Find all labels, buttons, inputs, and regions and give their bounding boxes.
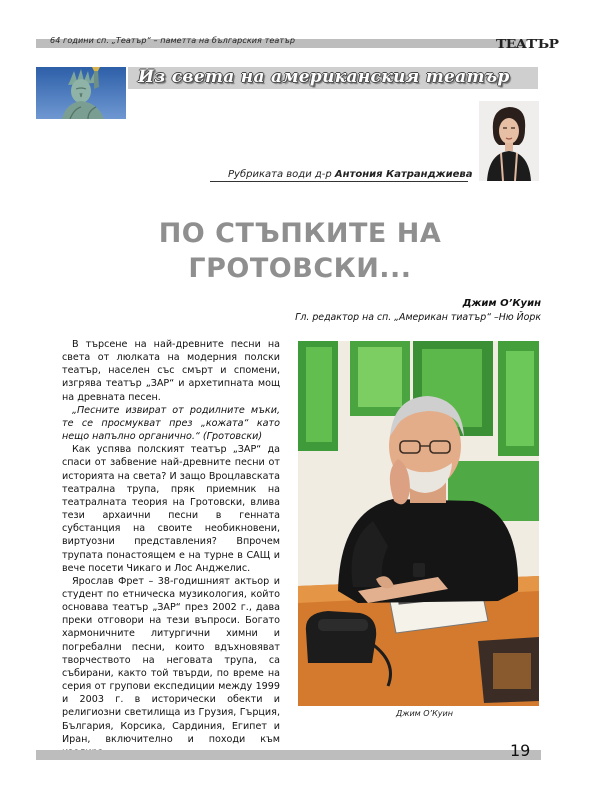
- paragraph: Ярослав Фрет – 38-годишният актьор и студент по етническа музикология, който основава театър „ЗАР“ през 2002 г., дава преки отговори на тези въпроси. Богато хармоничните литургични химни и погребални песни, които вдъхновяват творчеството на неговата трупа, са събирани, както той твърди, по време на серия от групови експедиции между 1999 и 2003 г. в исторически обекти и религиозни светилища из Грузия, Гърция, България, Корсика, Сардиния, Египет и Иран, включително и походи към: [62, 575, 280, 745]
- rubric-byline: [228, 169, 472, 180]
- magazine-logo: ТЕАТЪР: [496, 37, 559, 51]
- page-number: 19: [510, 741, 531, 760]
- headline-line-1: ПО СТЪПКИТЕ НА: [158, 218, 442, 249]
- statue-of-liberty-image: [36, 67, 126, 119]
- paragraph: Как успява полският театър „ЗАР“ да спаси от забвение най-древните песни от историята на света? И защо Вроцлавската театрална трупа, пряк приемник на театралната теория на Гротовски, влива тези архаични песни в генната субстанция на своите необикновени, виртуозни представления? Впрочем трупата понастоящем е на турне в САЩ и вече посети Чикаго и Лос Анджелис.: [62, 444, 280, 574]
- paragraph-quote: „Песните извират от родилните мъки, те се просмукват през „кожата“ като нещо напълно органично.“ (Гротовски): [62, 404, 280, 443]
- byline-rule: [210, 181, 468, 182]
- headline-line-2: ГРОТОВСКИ...: [188, 253, 412, 284]
- running-head: 64 години сп. „Театър“ – паметта на българския театър: [50, 36, 296, 45]
- editor-portrait: [479, 101, 539, 181]
- author-role: Гл. редактор на сп. „Американ тиатър“ –Ню Йорк: [295, 312, 541, 323]
- footer-bar: [36, 750, 541, 760]
- rubric-editor-name: Антония Катранджиева: [334, 169, 473, 180]
- section-title: Из света на американския театър: [138, 67, 510, 87]
- author-name: Джим О’Куин: [462, 298, 541, 309]
- paragraph: В търсене на най-древните песни на света от люлката на модерния полски театър, населен със смърт и спомени, изгрява театър „ЗАР“ и архетипната мощ на древната песен.: [62, 339, 280, 403]
- rubric-prefix: Рубриката води д-р: [228, 169, 335, 180]
- article-body: [62, 338, 280, 759]
- photo-caption: Джим О’Куин: [396, 709, 453, 718]
- article-headline: [80, 216, 520, 286]
- author-photo: [298, 341, 539, 706]
